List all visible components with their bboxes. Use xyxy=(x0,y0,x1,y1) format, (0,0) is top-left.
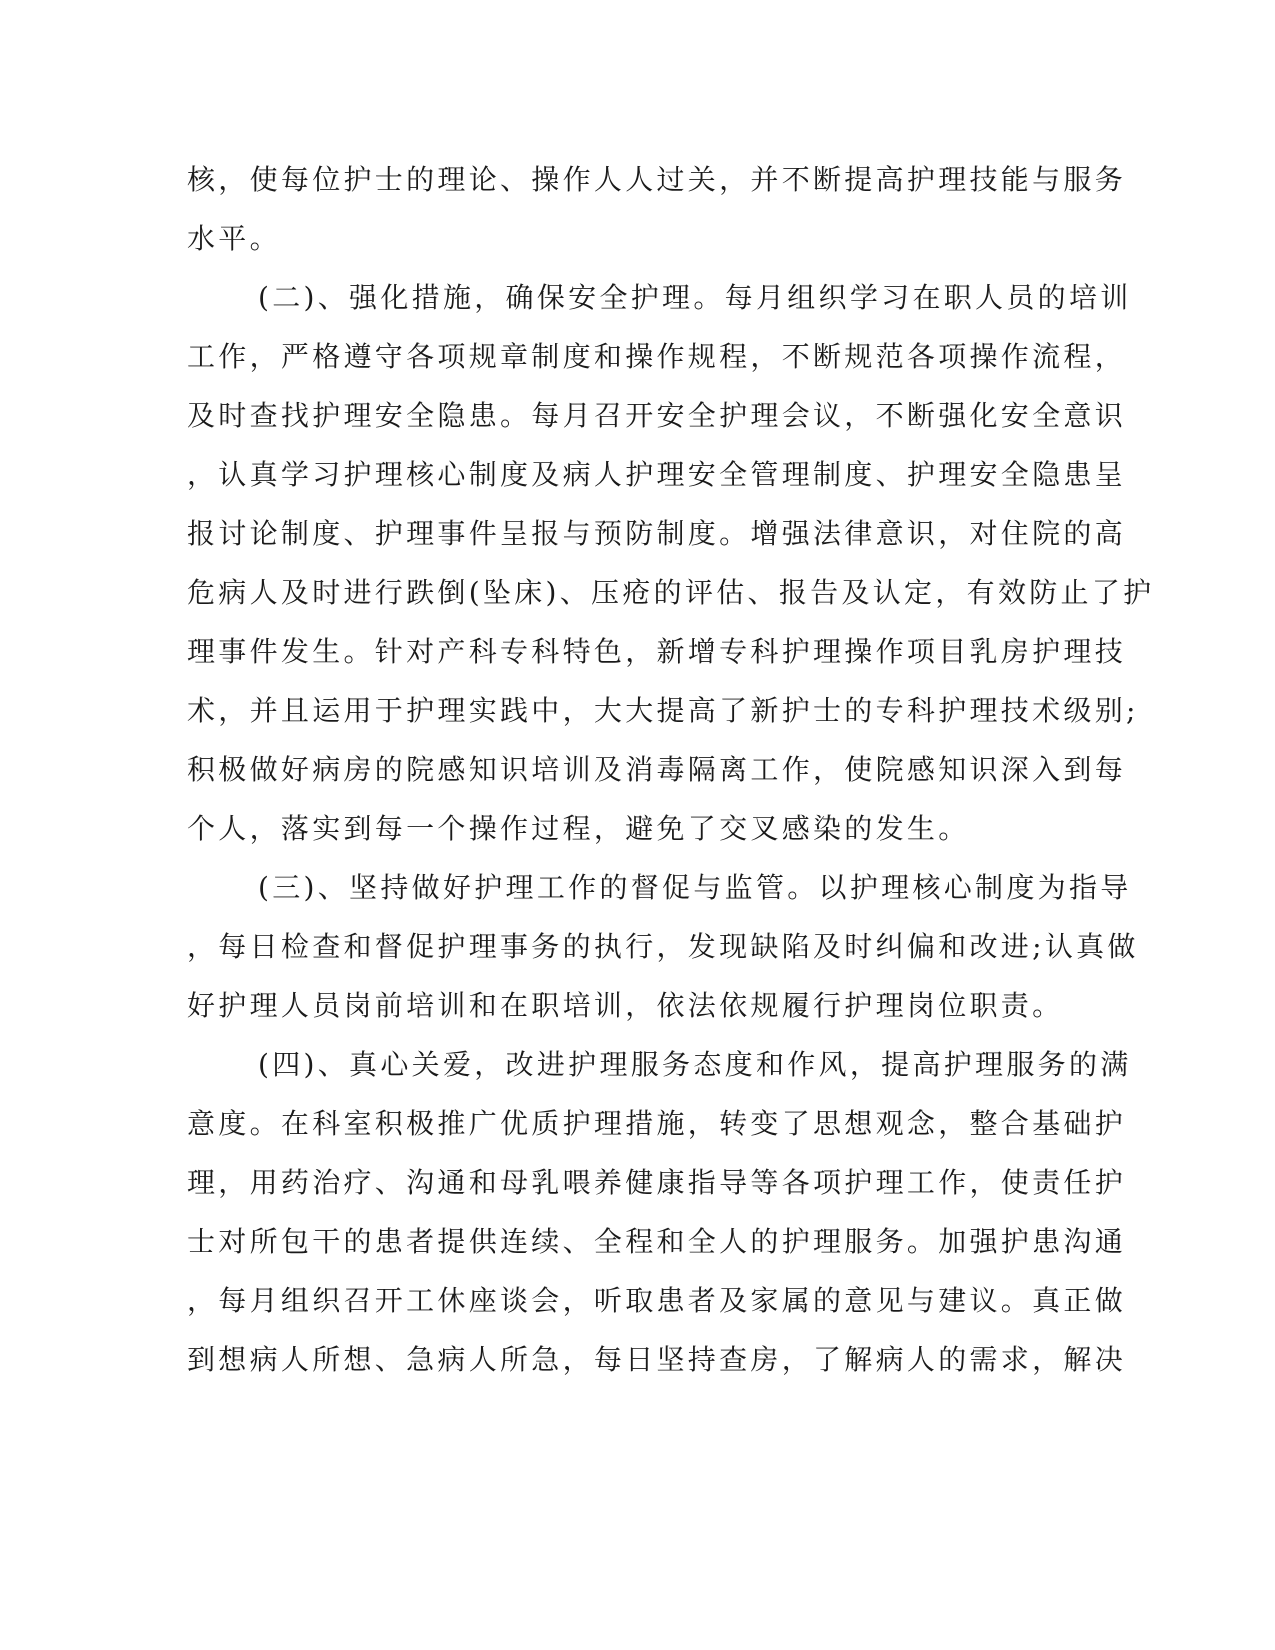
paragraph-heading-line: (三)、坚持做好护理工作的督促与监管。以护理核心制度为指导 xyxy=(258,871,1132,904)
text-line: 好护理人员岗前培训和在职培训，依法依规履行护理岗位职责。 xyxy=(187,989,1064,1022)
text-line: 积极做好病房的院感知识培训及消毒隔离工作，使院感知识深入到每 xyxy=(187,753,1127,786)
text-line: 术，并且运用于护理实践中，大大提高了新护士的专科护理技术级别; xyxy=(187,694,1139,727)
text-line: ，每日检查和督促护理事务的执行，发现缺陷及时纠偏和改进;认真做 xyxy=(187,930,1139,963)
text-line: 工作，严格遵守各项规章制度和操作规程，不断规范各项操作流程， xyxy=(187,340,1127,373)
text-line: 核，使每位护士的理论、操作人人过关，并不断提高护理技能与服务 xyxy=(187,163,1127,196)
text-line: 及时查找护理安全隐患。每月召开安全护理会议，不断强化安全意识 xyxy=(187,399,1127,432)
text-line: 报讨论制度、护理事件呈报与预防制度。增强法律意识，对住院的高 xyxy=(187,517,1127,550)
paragraph-heading-line: (二)、强化措施，确保安全护理。每月组织学习在职人员的培训 xyxy=(258,281,1132,314)
text-line: 水平。 xyxy=(187,222,281,255)
text-line: 个人，落实到每一个操作过程，避免了交叉感染的发生。 xyxy=(187,812,970,845)
text-line: ，认真学习护理核心制度及病人护理安全管理制度、护理安全隐患呈 xyxy=(187,458,1127,491)
text-line: 理，用药治疗、沟通和母乳喂养健康指导等各项护理工作，使责任护 xyxy=(187,1166,1127,1199)
text-line: 理事件发生。针对产科专科特色，新增专科护理操作项目乳房护理技 xyxy=(187,635,1127,668)
text-line: 到想病人所想、急病人所急，每日坚持查房，了解病人的需求，解决 xyxy=(187,1343,1127,1376)
text-line: 意度。在科室积极推广优质护理措施，转变了思想观念，整合基础护 xyxy=(187,1107,1127,1140)
text-line: ，每月组织召开工休座谈会，听取患者及家属的意见与建议。真正做 xyxy=(187,1284,1127,1317)
paragraph-heading-line: (四)、真心关爱，改进护理服务态度和作风，提高护理服务的满 xyxy=(258,1048,1132,1081)
text-line: 危病人及时进行跌倒(坠床)、压疮的评估、报告及认定，有效防止了护 xyxy=(187,576,1155,609)
text-line: 士对所包干的患者提供连续、全程和全人的护理服务。加强护患沟通 xyxy=(187,1225,1127,1258)
